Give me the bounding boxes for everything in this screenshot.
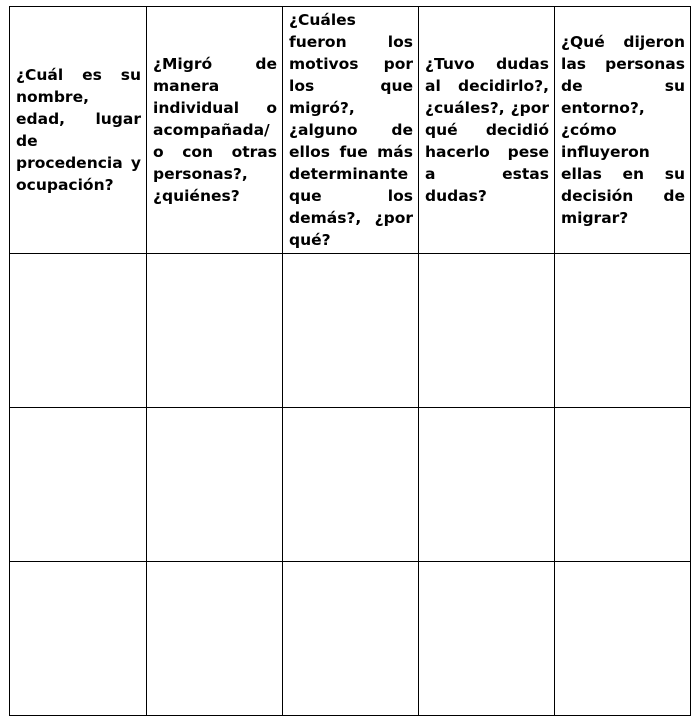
answer-cell[interactable] bbox=[555, 562, 691, 716]
answer-cell[interactable] bbox=[283, 254, 419, 408]
column-header-doubts: ¿Tuvo dudas al decidirlo?, ¿cuáles?, ¿por qué decidió hacerlo pese a estas dudas? bbox=[419, 7, 555, 254]
column-header-companions: ¿Migró de manera individual o acompañada/ o con otras personas?, ¿quiénes? bbox=[147, 7, 283, 254]
table-row bbox=[10, 254, 691, 408]
answer-cell[interactable] bbox=[147, 562, 283, 716]
column-header-surroundings: ¿Qué dijeron las personas de su entorno?, ¿cómo influyeron ellas en su decisión de migrar? bbox=[555, 7, 691, 254]
table-row bbox=[10, 562, 691, 716]
column-header-identity: ¿Cuál es su nombre, edad, lugar de procedencia y ocupación? bbox=[10, 7, 147, 254]
answer-cell[interactable] bbox=[147, 254, 283, 408]
answer-cell[interactable] bbox=[283, 408, 419, 562]
answer-cell[interactable] bbox=[10, 562, 147, 716]
answer-cell[interactable] bbox=[147, 408, 283, 562]
answer-cell[interactable] bbox=[419, 408, 555, 562]
answer-cell[interactable] bbox=[419, 562, 555, 716]
answer-cell[interactable] bbox=[555, 254, 691, 408]
answer-cell[interactable] bbox=[10, 408, 147, 562]
answer-cell[interactable] bbox=[419, 254, 555, 408]
table-header-row bbox=[10, 7, 691, 254]
answer-cell[interactable] bbox=[283, 562, 419, 716]
migration-questions-table bbox=[9, 6, 691, 716]
column-header-motives: ¿Cuáles fueron los motivos por los que migró?, ¿alguno de ellos fue más determinante que los demás?, ¿por qué? bbox=[283, 7, 419, 254]
answer-cell[interactable] bbox=[10, 254, 147, 408]
answer-cell[interactable] bbox=[555, 408, 691, 562]
table-row bbox=[10, 408, 691, 562]
